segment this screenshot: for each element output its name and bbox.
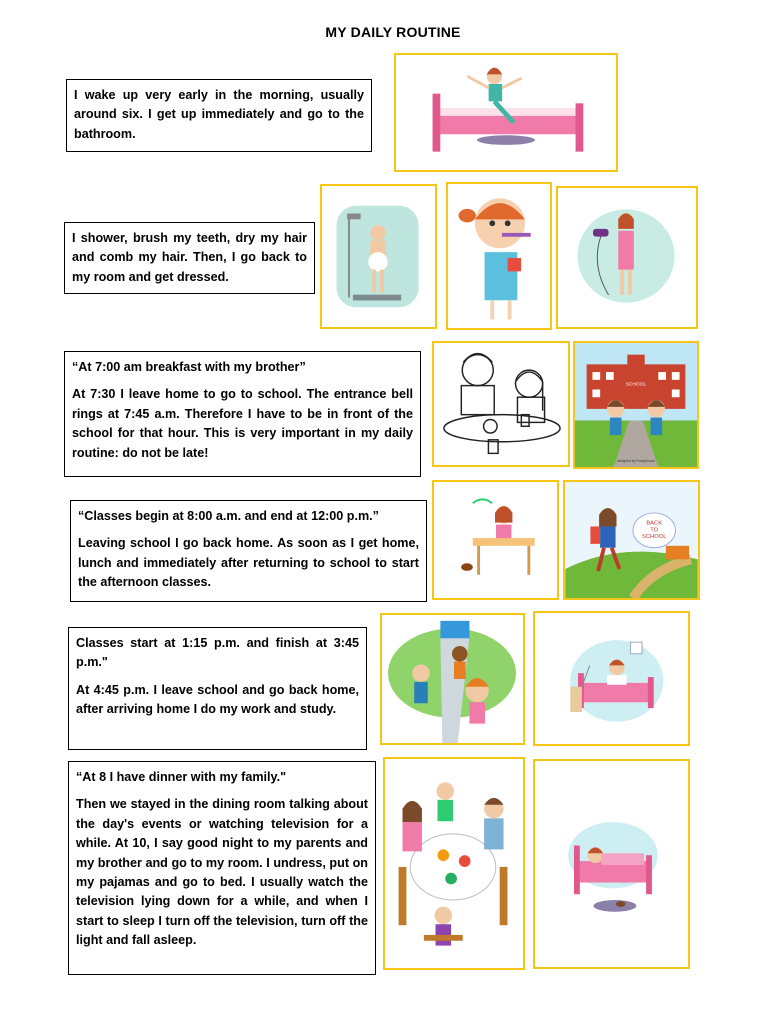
text-box-dinner-bedtime — [68, 761, 376, 975]
paragraph: “At 8 I have dinner with my family." — [76, 770, 287, 784]
paragraph: “At 7:00 am breakfast with my brother” — [72, 360, 306, 374]
illustration-girl-showering — [320, 184, 437, 329]
paragraph: Classes start at 1:15 p.m. and finish at 3:45 p.m." — [76, 636, 359, 670]
illustration-kids-at-school — [573, 341, 699, 469]
illustration-girl-brushing-teeth — [446, 182, 552, 330]
illustration-back-to-school — [563, 480, 700, 600]
image-credit: designed by Freepik.com — [617, 459, 655, 464]
paragraph: Leaving school I go back home. As soon as I get home, lunch and immediately after returning to school to start the afternoon classes. — [78, 536, 419, 590]
back-to-school-sign-2: TO — [650, 527, 659, 534]
paragraph: At 7:30 I leave home to go to school. The entrance bell rings at 7:45 a.m. Therefore I have to be in front of the school for that hour. This is very important in my daily routine: do not be late! — [72, 387, 413, 460]
paragraph: “Classes begin at 8:00 a.m. and end at 12:00 p.m.” — [78, 509, 379, 523]
illustration-girl-drying-hair — [556, 186, 698, 329]
illustration-breakfast-coloring — [432, 341, 570, 467]
paragraph: Then we stayed in the dining room talking about the day's events or watching television for a while. At 10, I say good night to my parents and my brother and go to my room. I undress, put on my pajamas and go to bed. I usually watch the television lying down for a while, and when I start to sleep I turn off the television, turn off the light and fall asleep. — [76, 797, 368, 948]
page-title: MY DAILY ROUTINE — [325, 24, 461, 40]
illustration-girl-waking-up — [394, 53, 618, 172]
school-sign: SCHOOL — [625, 382, 647, 388]
illustration-girl-sleeping — [533, 759, 690, 969]
illustration-girl-eating-lunch — [432, 480, 559, 600]
paragraph: I wake up very early in the morning, usually around six. I get up immediately and go to the bathroom. — [74, 88, 364, 141]
illustration-girl-studying — [533, 611, 690, 746]
back-to-school-sign-3: SCHOOL — [641, 534, 667, 541]
paragraph: At 4:45 p.m. I leave school and go back home, after arriving home I do my work and study. — [76, 682, 359, 717]
illustration-family-dinner — [383, 757, 525, 970]
text-box-wake-up — [66, 79, 372, 152]
text-box-morning-classes — [70, 500, 427, 602]
text-box-breakfast-school — [64, 351, 421, 477]
text-box-morning-routine — [64, 222, 315, 294]
illustration-kids-leaving-school — [380, 613, 525, 745]
paragraph: I shower, brush my teeth, dry my hair and comb my hair. Then, I go back to my room and get dressed. — [72, 231, 307, 284]
text-box-afternoon-classes — [68, 627, 367, 750]
back-to-school-sign-1: BACK — [646, 520, 663, 527]
